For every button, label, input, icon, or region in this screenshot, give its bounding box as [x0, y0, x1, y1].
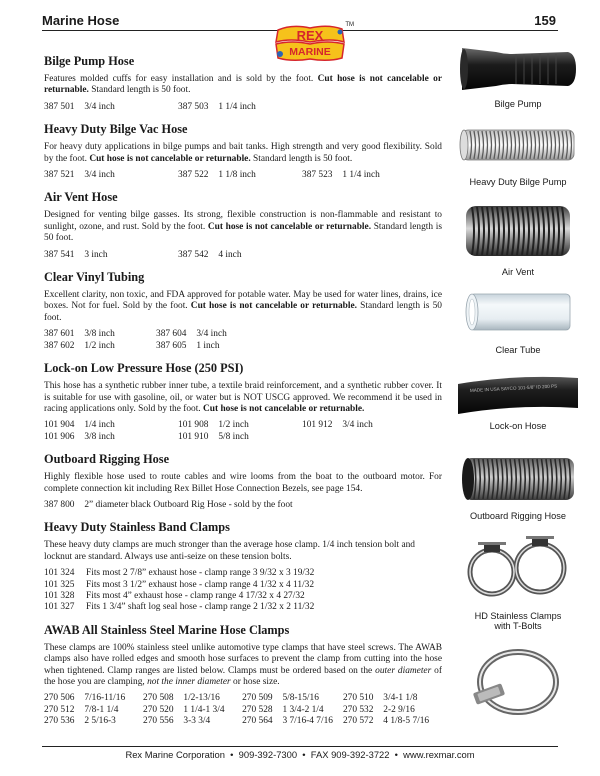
part-size: 3/4 inch [84, 170, 115, 181]
part-item [242, 705, 343, 716]
part-size: 1 1/4-1 3/4 [183, 704, 225, 715]
product-listing [44, 54, 442, 737]
part-item [44, 329, 156, 340]
bilge-vac-hose-description [44, 142, 442, 165]
part-number: 270 564 [242, 716, 273, 727]
air-vent-image-block [450, 198, 586, 277]
lock-on-hose-description [44, 381, 442, 415]
desc-warning: Cut hose is not cancelable or returnable. [203, 403, 365, 414]
part-item [242, 716, 343, 727]
desc-warning: Cut hose is not cancelable or returnable. [89, 153, 251, 164]
footer-contact: Rex Marine Corporation • 909-392-7300 • FAX 909-392-3722 • www.rexmar.com [125, 749, 475, 760]
bilge-pump-caption: Bilge Pump [494, 99, 542, 109]
page-footer [42, 746, 558, 760]
part-item [44, 602, 442, 613]
desc-emphasis: not the inner diameter [147, 677, 231, 687]
logo-marine-text: MARINE [289, 46, 331, 58]
band-clamps-title: Heavy Duty Stainless Band Clamps [44, 520, 230, 535]
part-number: 387 521 [44, 170, 75, 181]
part-item [178, 420, 302, 431]
clear-vinyl-tubing-section [44, 270, 442, 352]
part-size: 1/2 inch [84, 340, 115, 351]
part-number: 387 604 [156, 329, 187, 340]
outboard-rigging-hose-section [44, 452, 442, 511]
part-item [178, 170, 302, 181]
part-list [44, 420, 442, 443]
hd-clamps-image-block [450, 532, 586, 631]
part-size: 1 inch [196, 340, 220, 351]
part-number: 101 910 [178, 431, 209, 442]
part-size: 4 1/8-5 7/16 [383, 716, 430, 727]
part-item [156, 341, 268, 352]
part-size: 5/8-15/16 [282, 693, 319, 704]
part-size: 3/4 inch [196, 329, 227, 340]
desc-tail: Standard length is 50 foot. [44, 221, 442, 244]
desc-text: These clamps are 100% stainless steel unlike automotive type clamps that have steel screws. The AWAB clamps also have rolled edges and smooth hose surfaces to prevent the clamp from cutting into the hose when tightened. Clamp ranges are listed below. Clamps must be ordered based on the [44, 642, 442, 676]
part-item [44, 250, 178, 261]
awab-clamps-description [44, 643, 442, 689]
part-number: 101 324 [44, 568, 75, 579]
desc-text: For heavy duty applications in bilge pumps and bait tanks. High strength and very good flexibility. Sold by the foot. [44, 142, 442, 164]
desc-text: of the hose you are clamping, [44, 665, 442, 687]
part-item [44, 716, 143, 727]
bilge-vac-hose-section [44, 122, 442, 181]
part-number: 387 523 [302, 170, 333, 181]
part-size: 1 3/4-2 1/4 [282, 704, 324, 715]
bilge-vac-hose-title: Heavy Duty Bilge Vac Hose [44, 122, 188, 137]
part-item [178, 250, 302, 261]
part-item [343, 716, 442, 727]
bilge-pump-image-block [450, 42, 586, 109]
part-item [44, 693, 143, 704]
lock-on-hose-print: MADE IN USA SAYCO 101-5/8" ID 200 PS [469, 383, 558, 393]
part-number: 270 532 [342, 704, 374, 715]
part-size: 1/2 inch [218, 420, 249, 431]
bilge-vac-image-block [450, 118, 586, 187]
desc-text: This hose has a synthetic rubber inner tube, a textile braid reinforcement, and a synthetic rubber cover. It is suitable for use with gasoline, oil, or water but is NOT USCG approved. We recommend it be used in racing applications only. Sold by the foot. [44, 381, 442, 414]
part-item [143, 716, 242, 727]
part-list [44, 170, 442, 181]
part-size: 1 1/4 inch [218, 101, 256, 112]
clear-vinyl-tubing-description [44, 290, 442, 324]
part-size: 1/2-13/16 [183, 693, 220, 704]
part-number: 387 522 [178, 170, 209, 181]
clear-tube-image [456, 282, 580, 342]
phone-number: 909-392-7300 [238, 749, 298, 760]
lock-on-caption: Lock-on Hose [489, 421, 547, 431]
part-list [44, 250, 442, 261]
awab-clamp-image-block [450, 644, 586, 721]
clear-tube-image-block [450, 282, 586, 355]
awab-clamp-image [456, 644, 580, 718]
part-description: Fits most 2 7/8” exhaust hose - clamp range 3 9/32 x 3 19/32 [86, 568, 315, 579]
part-number: 270 509 [242, 693, 273, 704]
bilge-pump-hose-section [44, 54, 442, 113]
part-item [44, 102, 178, 113]
desc-tail: or hose size. [230, 677, 280, 687]
part-number: 387 602 [44, 340, 75, 351]
part-item [143, 693, 242, 704]
part-list [44, 329, 442, 352]
company-name: Rex Marine Corporation [125, 749, 225, 760]
part-number: 270 572 [342, 716, 374, 727]
hd-clamps-caption-line-2: with T-Bolts [494, 621, 542, 631]
part-size: 3/4 inch [342, 420, 373, 431]
lock-on-hose-section [44, 361, 442, 443]
part-item [143, 705, 242, 716]
band-clamps-section [44, 520, 442, 613]
part-item [44, 341, 156, 352]
part-item [178, 432, 302, 443]
part-size: 1/4 inch [84, 420, 115, 431]
part-item [178, 102, 302, 113]
part-number: 101 908 [178, 420, 209, 431]
outboard-rigging-hose-image [456, 450, 580, 508]
outboard-rigging-hose-description: Highly flexible hose used to route cables and wire looms from the boat to the outboard motor. For complete connection kit including Rex Billet Hose Connection Bezels, see page 154. [44, 472, 442, 494]
part-size: 3/8 inch [84, 431, 115, 442]
bilge-vac-hose-image [456, 118, 580, 174]
desc-text: Excellent clarity, non toxic, and FDA approved for potable water. May be used for water lines, drains, ice boxes. Not for fuel. Sold by the foot. [44, 290, 442, 312]
awab-clamps-section [44, 623, 442, 728]
footer-rule [42, 746, 558, 747]
part-size: 7/8-1 1/4 [84, 704, 119, 715]
bilge-pump-hose-title: Bilge Pump Hose [44, 54, 135, 68]
section-title: Marine Hose [42, 13, 120, 28]
part-description: 2” diameter black Outboard Rig Hose - sold by the foot [84, 499, 293, 510]
part-size: 2-2 9/16 [383, 704, 415, 715]
logo-rex-text: REX [296, 28, 324, 43]
rigging-caption: Outboard Rigging Hose [469, 511, 567, 521]
desc-emphasis: outer diameter [375, 665, 432, 676]
desc-text: Features molded cuffs for easy installation and is sold by the foot. [44, 74, 318, 84]
part-number: 387 601 [44, 329, 75, 340]
part-number: 101 328 [44, 590, 75, 601]
desc-tail: Standard length is 50 foot. [44, 301, 442, 323]
desc-tail: Standard length is 50 foot. [88, 85, 191, 96]
part-size: 5/8 inch [218, 431, 249, 442]
part-size: 7/16-11/16 [84, 693, 126, 704]
part-number: 270 536 [44, 716, 75, 727]
bilge-vac-caption: Heavy Duty Bilge Pump [469, 177, 567, 187]
air-vent-hose-title: Air Vent Hose [44, 190, 118, 205]
part-size: 3/4 inch [84, 101, 115, 112]
part-item [44, 568, 442, 579]
page-number: 159 [534, 13, 556, 28]
part-item [44, 591, 442, 602]
lock-on-hose-image [456, 370, 580, 418]
part-size: 2 5/16-3 [84, 716, 116, 727]
part-size: 4 inch [218, 249, 242, 260]
part-number: 101 325 [44, 579, 75, 590]
part-item [44, 580, 442, 591]
part-item [44, 500, 442, 511]
part-description: Fits most 3 1/2” exhaust hose - clamp range 4 1/32 x 4 11/32 [86, 579, 315, 590]
air-vent-hose-image [456, 198, 580, 264]
part-number: 270 512 [44, 704, 75, 715]
air-vent-hose-section [44, 190, 442, 261]
desc-warning: Cut hose is not cancelable or returnable. [190, 301, 357, 312]
part-list [44, 693, 442, 727]
part-number: 270 506 [44, 693, 75, 704]
lock-on-hose-title: Lock-on Low Pressure Hose (250 PSI) [44, 361, 244, 376]
fax-number: FAX 909-392-3722 [310, 749, 390, 760]
part-number: 270 556 [143, 716, 174, 727]
part-number: 101 904 [44, 420, 75, 431]
part-number: 101 906 [44, 431, 75, 442]
part-list [44, 102, 442, 113]
part-item [242, 693, 343, 704]
part-item [44, 432, 178, 443]
air-vent-hose-description [44, 210, 442, 244]
part-size: 3-3 3/4 [183, 716, 211, 727]
bilge-pump-hose-description [44, 74, 442, 97]
part-size: 3 inch [84, 249, 108, 260]
part-number: 387 605 [156, 340, 187, 351]
part-item [156, 329, 268, 340]
part-item [302, 170, 436, 181]
part-item [343, 693, 442, 704]
trademark-mark: TM [345, 22, 354, 28]
band-clamps-description: These heavy duty clamps are much stronger than the average hose clamp. 1/4 inch tension bolt and locknut are standard. Always use anti-seize on these tension bolts. [44, 540, 415, 562]
rigging-image-block [450, 450, 586, 521]
part-size: 1 1/4 inch [342, 170, 380, 181]
clear-tube-caption: Clear Tube [495, 345, 541, 355]
desc-warning: Cut hose is not cancelable or returnable. [44, 74, 442, 96]
hd-clamps-caption-line-1: HD Stainless Clamps [474, 611, 562, 621]
part-number: 101 912 [302, 420, 333, 431]
part-number: 387 542 [178, 249, 209, 260]
desc-text: Designed for venting bilge gasses. Its strong, flexible construction is non-flammable and resistant to sunlight, ozone, and rust. Sold by the foot. [44, 210, 442, 232]
bilge-pump-hose-image [456, 42, 580, 96]
part-item [44, 170, 178, 181]
part-size: 3/4-1 1/8 [383, 693, 418, 704]
part-number: 387 800 [44, 499, 75, 510]
part-number: 270 508 [143, 693, 174, 704]
part-number: 270 510 [342, 693, 374, 704]
part-number: 270 528 [242, 704, 273, 715]
part-list [44, 500, 442, 511]
outboard-rigging-hose-title: Outboard Rigging Hose [44, 452, 170, 467]
part-number: 101 327 [44, 602, 75, 613]
part-number: 270 520 [143, 704, 174, 715]
part-item [44, 420, 178, 431]
lock-on-image-block [450, 370, 586, 431]
awab-clamps-title: AWAB All Stainless Steel Marine Hose Clamps [44, 622, 290, 637]
part-description: Fits 1 3/4” shaft log seal hose - clamp range 2 1/32 x 2 11/32 [86, 602, 315, 613]
desc-tail: Standard length is 50 foot. [250, 153, 353, 164]
hd-stainless-clamps-image [456, 532, 580, 608]
website-link[interactable]: www.rexmar.com [403, 749, 475, 760]
part-number: 387 501 [44, 101, 75, 112]
desc-warning: Cut hose is not cancelable or returnable. [207, 221, 372, 232]
part-number: 387 541 [44, 249, 75, 260]
part-item [302, 420, 436, 431]
part-size: 3 7/16-4 7/16 [282, 716, 333, 727]
part-number: 387 503 [178, 101, 209, 112]
part-list [44, 568, 442, 614]
part-size: 1 1/8 inch [218, 170, 256, 181]
clear-vinyl-tubing-title: Clear Vinyl Tubing [44, 270, 145, 285]
part-size: 3/8 inch [84, 329, 115, 340]
part-item [343, 705, 442, 716]
part-item [44, 705, 143, 716]
air-vent-caption: Air Vent [501, 267, 535, 277]
part-description: Fits most 4” exhaust hose - clamp range 4 17/32 x 4 27/32 [86, 590, 305, 601]
